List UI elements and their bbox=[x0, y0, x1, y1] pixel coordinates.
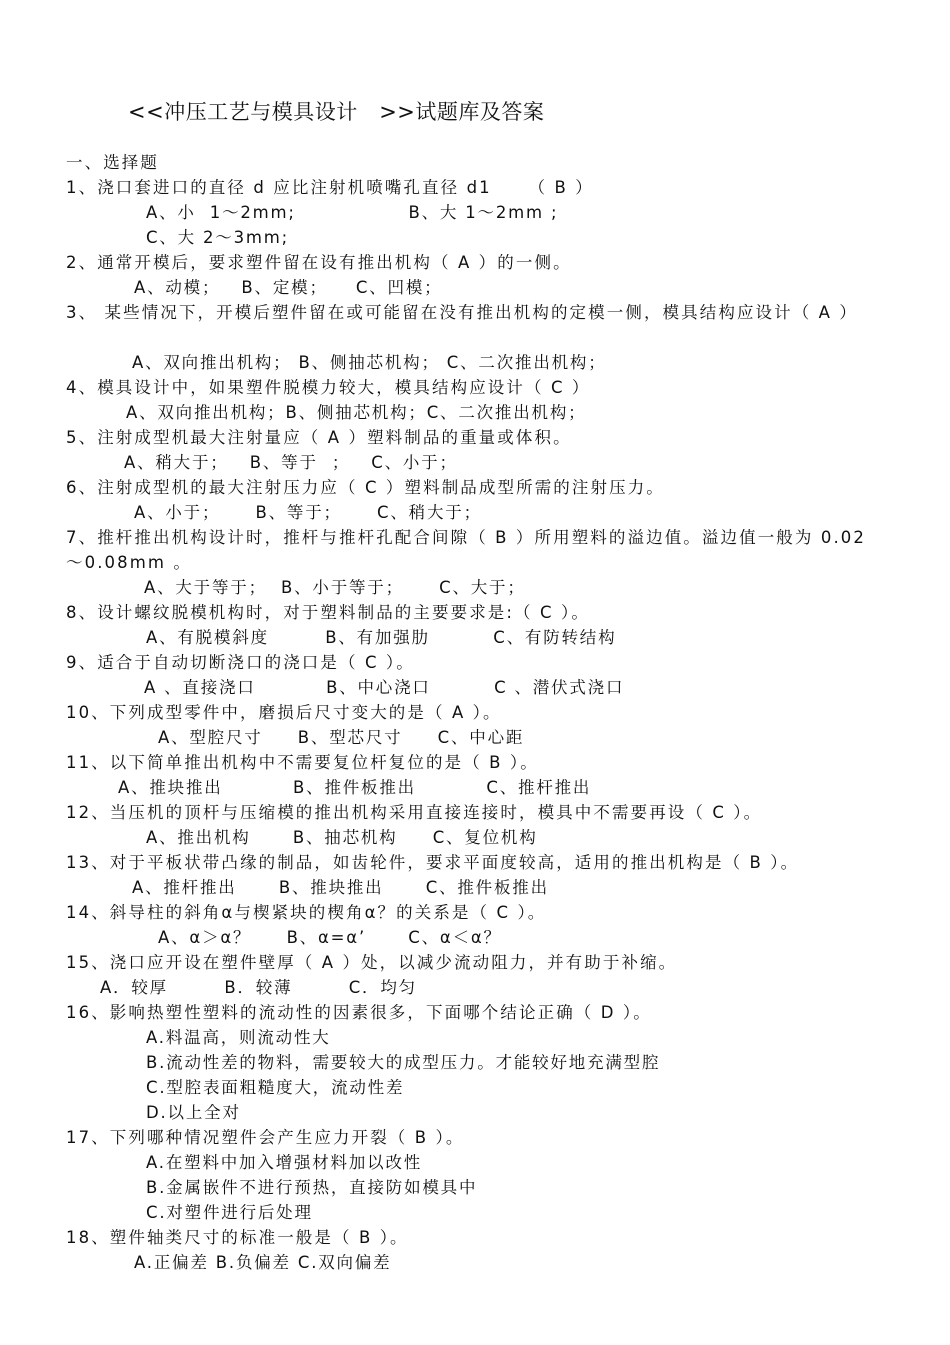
question-text: 11、以下简单推出机构中不需要复位杆复位的是（ B ）。 bbox=[66, 753, 539, 772]
answer-options: A、有脱模斜度 B、有加强肋 C、有防转结构 bbox=[146, 628, 617, 647]
question-text: 5、注射成型机最大注射量应（ A ）塑料制品的重量或体积。 bbox=[66, 428, 572, 447]
answer-options: A、双向推出机构；B、侧抽芯机构；C、二次推出机构； bbox=[126, 403, 587, 422]
answer-options: C、大 2～3mm; bbox=[146, 228, 289, 247]
answer-options: A.正偏差 B.负偏差 C.双向偏差 bbox=[134, 1253, 392, 1272]
answer-options: A、双向推出机构； B、侧抽芯机构； C、二次推出机构； bbox=[132, 353, 607, 372]
answer-options: A、稍大于； B、等于 ； C、小于； bbox=[124, 453, 458, 472]
answer-options: A、型腔尺寸 B、型芯尺寸 C、中心距 bbox=[158, 728, 525, 747]
answer-options: B.金属嵌件不进行预热，直接防如模具中 bbox=[146, 1178, 478, 1197]
answer-options: A.在塑料中加入增强材料加以改性 bbox=[146, 1153, 423, 1172]
question-text: 13、对于平板状带凸缘的制品，如齿轮件，要求平面度较高，适用的推出机构是（ B ）。 bbox=[66, 853, 800, 872]
question-text: 15、浇口应开设在塑件壁厚（ A ）处，以减少流动阻力，并有助于补缩。 bbox=[66, 953, 678, 972]
answer-options: A、推块推出 B、推件板推出 C、推杆推出 bbox=[118, 778, 592, 797]
question-text: 2、通常开模后，要求塑件留在设有推出机构（ A ）的一侧。 bbox=[66, 253, 572, 272]
question-text: 14、斜导柱的斜角α与楔紧块的楔角α？的关系是（ C ）。 bbox=[66, 903, 547, 922]
question-text: 1、浇口套进口的直径 d 应比注射机喷嘴孔直径 d1 （ B ） bbox=[66, 178, 594, 197]
answer-options: A、推杆推出 B、推块推出 C、推件板推出 bbox=[132, 878, 549, 897]
question-text: 6、注射成型机的最大注射压力应（ C ）塑料制品成型所需的注射压力。 bbox=[66, 478, 665, 497]
question-list bbox=[66, 150, 886, 1275]
document-title: <<冲压工艺与模具设计 >>试题库及答案 bbox=[128, 100, 545, 124]
answer-options: B.流动性差的物料，需要较大的成型压力。才能较好地充满型腔 bbox=[146, 1053, 661, 1072]
answer-options: A、小于； B、等于； C、稍大于； bbox=[134, 503, 482, 522]
question-text: 12、当压机的顶杆与压缩模的推出机构采用直接连接时，模具中不需要再设（ C ）。 bbox=[66, 803, 763, 822]
answer-options: C.型腔表面粗糙度大，流动性差 bbox=[146, 1078, 405, 1097]
question-text: 16、影响热塑性塑料的流动性的因素很多，下面哪个结论正确（ D ）。 bbox=[66, 1003, 652, 1022]
answer-options: A、动模； B、定模； C、凹模； bbox=[134, 278, 443, 297]
question-text: 8、设计螺纹脱模机构时，对于塑料制品的主要要求是:（ C ）。 bbox=[66, 603, 590, 622]
answer-options: A、α＞α？ B、α=α’ C、α＜α？ bbox=[158, 928, 502, 947]
answer-options: A 、直接浇口 B、中心浇口 C 、潜伏式浇口 bbox=[144, 678, 625, 697]
answer-options: D.以上全对 bbox=[146, 1103, 241, 1122]
answer-options: A.料温高，则流动性大 bbox=[146, 1028, 331, 1047]
question-text: 17、下列哪种情况塑件会产生应力开裂（ B ）。 bbox=[66, 1128, 465, 1147]
answer-options: A．较厚 B．较薄 C．均匀 bbox=[100, 978, 417, 997]
answer-options: A、推出机构 B、抽芯机构 C、复位机构 bbox=[146, 828, 538, 847]
question-text: 10、下列成型零件中，磨损后尺寸变大的是（ A ）。 bbox=[66, 703, 502, 722]
question-text: 18、塑件轴类尺寸的标准一般是（ B ）。 bbox=[66, 1228, 409, 1247]
question-text: 3、 某些情况下，开模后塑件留在或可能留在没有推出机构的定模一侧，模具结构应设计（ A ） bbox=[66, 303, 859, 322]
answer-options: A、大于等于； B、小于等于； C、大于； bbox=[144, 578, 526, 597]
question-text: 4、模具设计中，如果塑件脱模力较大，模具结构应设计（ C ） bbox=[66, 378, 591, 397]
answer-options: C.对塑件进行后处理 bbox=[146, 1203, 313, 1222]
question-text: 7、推杆推出机构设计时，推杆与推杆孔配合间隙（ B ）所用塑料的溢边值。溢边值一般为 0.02 ～0.08mm 。 bbox=[66, 528, 866, 572]
question-text: 9、适合于自动切断浇口的浇口是（ C ）。 bbox=[66, 653, 415, 672]
answer-options: A、小 1～2mm; B、大 1～2mm ; bbox=[146, 203, 559, 222]
section-heading: 一、选择题 bbox=[66, 153, 159, 172]
